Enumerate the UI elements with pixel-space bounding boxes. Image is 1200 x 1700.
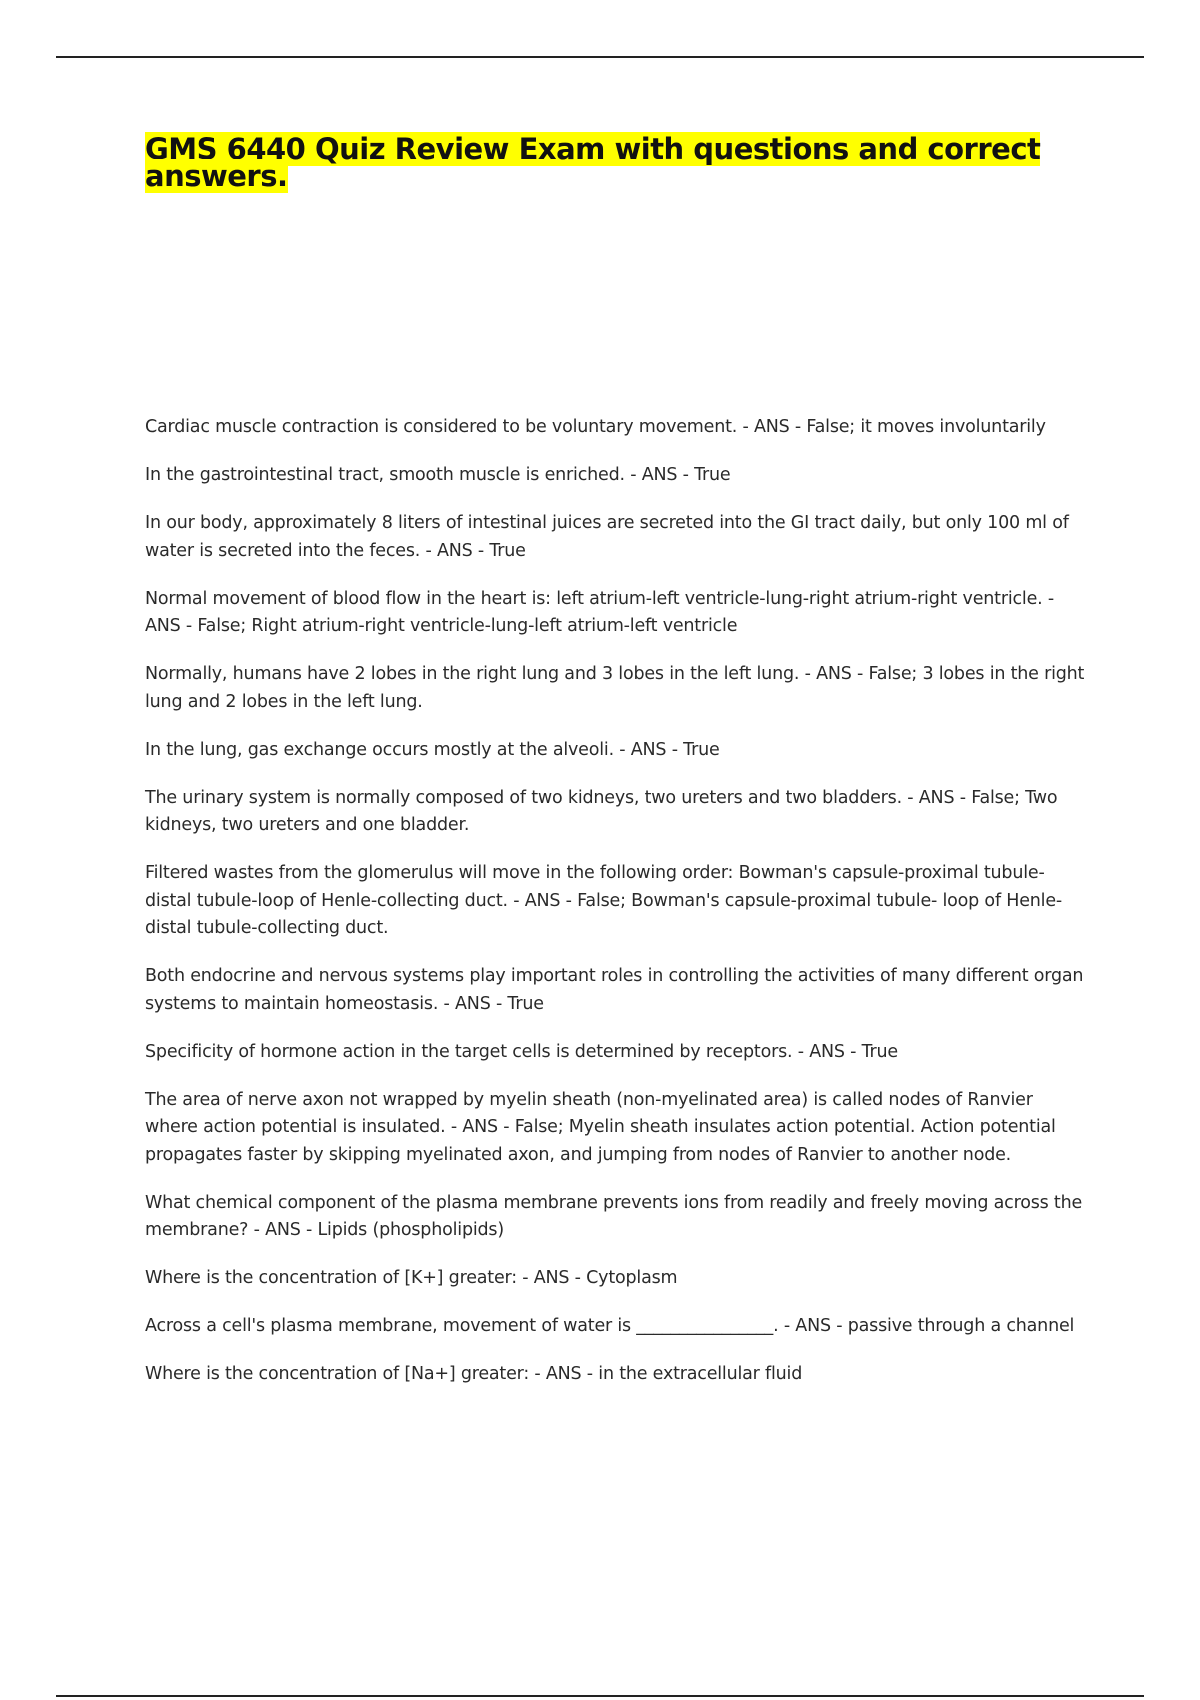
top-rule: [56, 56, 1144, 58]
document-title: [145, 132, 1045, 193]
question-answer-list: [145, 414, 1090, 1409]
qa-item: Where is the concentration of [Na+] greater: - ANS - in the extracellular fluid: [145, 1364, 803, 1384]
qa-item: Both endocrine and nervous systems play important roles in controlling the activities of many different organ systems to maintain homeostasis. - ANS - True: [145, 966, 1084, 1014]
document-title-text: GMS 6440 Quiz Review Exam with questions and correct answers.: [145, 132, 1041, 193]
qa-item: In the lung, gas exchange occurs mostly at the alveoli. - ANS - True: [145, 739, 720, 760]
qa-item: Specificity of hormone action in the target cells is determined by receptors. - ANS - True: [145, 1041, 898, 1062]
qa-item: The area of nerve axon not wrapped by myelin sheath (non-myelinated area) is called nodes of Ranvier where action potential is insulated. - ANS - False; Myelin sheath insulates action potential. Action potential propagates faster by skipping myelinated axon, and jumping from nodes of Ranvier to another node.: [145, 1089, 1056, 1165]
qa-item: Where is the concentration of [K+] greater: - ANS - Cytoplasm: [145, 1268, 678, 1288]
qa-item: The urinary system is normally composed of two kidneys, two ureters and two bladders. - ANS - False; Two kidneys, two ureters and one bladder.: [145, 787, 1058, 835]
qa-item: Filtered wastes from the glomerulus will move in the following order: Bowman's capsule-proximal tubule-distal tubule-loop of Henle-collecting duct. - ANS - False; Bowman's capsule-proximal tubule- loop of Henle-distal tubule-collecting duct.: [145, 863, 1063, 938]
qa-item: What chemical component of the plasma membrane prevents ions from readily and freely moving across the membrane? - ANS - Lipids (phospholipids): [145, 1192, 1083, 1240]
bottom-rule: [56, 1695, 1144, 1697]
qa-item: In the gastrointestinal tract, smooth muscle is enriched. - ANS - True: [145, 465, 731, 485]
qa-item: Normal movement of blood flow in the heart is: left atrium-left ventricle-lung-right atrium-right ventricle. - ANS - False; Right atrium-right ventricle-lung-left atrium-left ventricle: [145, 588, 1054, 636]
qa-item: Normally, humans have 2 lobes in the right lung and 3 lobes in the left lung. - ANS - False; 3 lobes in the right lung and 2 lobes in the left lung.: [145, 664, 1085, 712]
qa-item: In our body, approximately 8 liters of intestinal juices are secreted into the GI tract daily, but only 100 ml of water is secreted into the feces. - ANS - True: [145, 513, 1069, 561]
qa-item: Across a cell's plasma membrane, movement of water is ________________. - ANS - passive through a channel: [145, 1316, 1075, 1336]
qa-item: Cardiac muscle contraction is considered to be voluntary movement. - ANS - False; it moves involuntarily: [145, 417, 1046, 437]
